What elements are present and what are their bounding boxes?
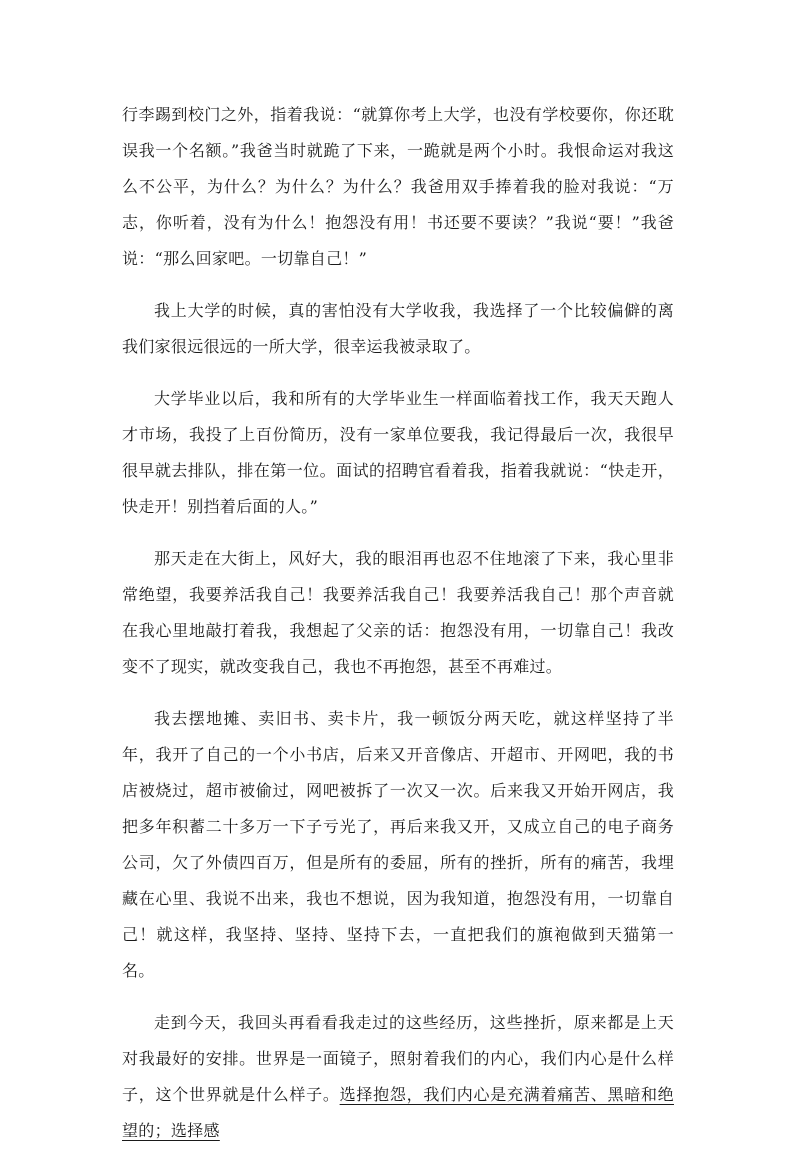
paragraph-5: 我去摆地摊、卖旧书、卖卡片，我一顿饭分两天吃，就这样坚持了半年，我开了自己的一个小书店，后来又开音像店、开超市、开网吧，我的书店被烧过，超市被偷过，网吧被拆了一次又一次。后来我又开始开网店，我把多年积蓄二十多万一下子亏光了，再后来我又开，又成立自己的电子商务公司，欠了外债四百万，但是所有的委屈，所有的挫折，所有的痛苦，我埋藏在心里、我说不出来，我也不想说，因为我知道，抱怨没有用，一切靠自己！就这样，我坚持、坚持、坚持下去，一直把我们的旗袍做到天猫第一名。 xyxy=(122,709,674,980)
paragraph-2: 我上大学的时候，真的害怕没有大学收我，我选择了一个比较偏僻的离我们家很远很远的一所大学，很幸运我被录取了。 xyxy=(122,301,674,356)
paragraph-4: 那天走在大街上，风好大，我的眼泪再也忍不住地滚了下来，我心里非常绝望，我要养活我自己！我要养活我自己！我要养活我自己！那个声音就在我心里地敲打着我，我想起了父亲的话：抱怨没有用，一切靠自己！我改变不了现实，就改变我自己，我也不再抱怨，甚至不再难过。 xyxy=(122,549,674,676)
paragraph-6 xyxy=(122,1005,674,1149)
paragraph-3: 大学毕业以后，我和所有的大学毕业生一样面临着找工作，我天天跑人才市场，我投了上百份简历，没有一家单位要我，我记得最后一次，我很早很早就去排队，排在第一位。面试的招聘官看着我，指着我就说：“快走开，快走开！别挡着后面的人。” xyxy=(122,389,674,516)
paragraph-1: 行李踢到校门之外，指着我说：“就算你考上大学，也没有学校要你，你还耽误我一个名额。”我爸当时就跪了下来，一跪就是两个小时。我恨命运对我这么不公平，为什么？为什么？为什么？我爸用双手捧着我的脸对我说：“万志，你听着，没有为什么！抱怨没有用！书还要不要读？”我说“要！”我爸说：“那么回家吧。一切靠自己！” xyxy=(122,105,674,268)
document-page xyxy=(122,97,674,1165)
paragraph-6-text: 走到今天，我回头再看看我走过的这些经历，这些挫折，原来都是上天对我最好的安排。世界是一面镜子，照射着我们的内心，我们内心是什么样子，这个世界就是什么样子。 xyxy=(122,1013,674,1104)
underlined-text: 选择抱怨，我们内心是充满着痛苦、黑暗和绝望的；选择感 xyxy=(122,1085,674,1140)
